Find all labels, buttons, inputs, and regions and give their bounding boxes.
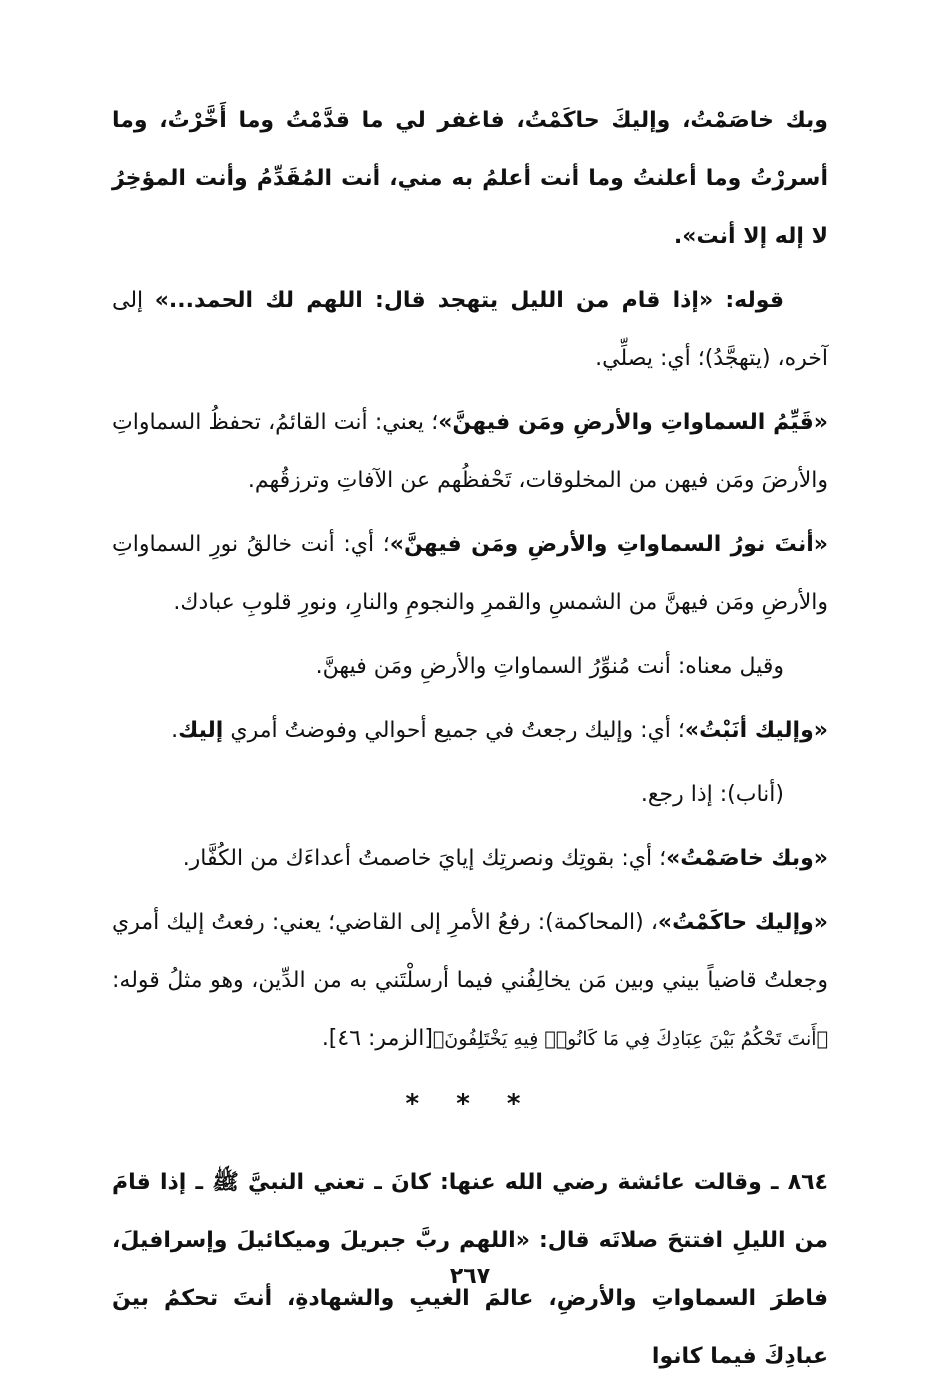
paragraph-commentary-qayyim (112, 394, 828, 510)
commentary-text: وقيل معناه: أنت مُنوِّرُ السماواتِ والأرضِ ومَن فيهنَّ. (315, 654, 784, 679)
quoted-phrase: «وإليك أنَبْتُ» (684, 718, 828, 743)
quoted-phrase: «قَيِّمُ السماواتِ والأرضِ ومَن فيهنَّ» (438, 410, 828, 435)
hadith-text: ٨٦٤ ـ وقالت عائشة رضي الله عنها: كانَ ـ تعني النبيَّ ﷺ ـ إذا قامَ من الليلِ افتتحَ صلاتَه قال: «اللهم ربَّ جبريلَ وميكائيلَ وإسرافيلَ، فاطرَ السماواتِ والأرضِ، عالمَ الغيبِ والشهادةِ، أنتَ تحكمُ بينَ عبادِكَ فيما كانوا (112, 1170, 828, 1369)
quran-verse: ﴿أَنتَ تَحْكُمُ بَيْنَ عِبَادِكَ فِي مَا كَانُوا۟ فِيهِ يَخْتَلِفُونَ﴾ (432, 1028, 828, 1050)
quoted-phrase: قوله: «إذا قام من الليل يتهجد قال: اللهم لك الحمد...» (154, 288, 784, 313)
commentary-text: إلى آخره، (يتهجَّدُ)؛ أي: يصلِّي. (112, 288, 828, 371)
section-separator: * * * (405, 1089, 535, 1119)
paragraph-commentary-anabtu (112, 702, 828, 760)
verse-reference: [الزمر: ٤٦]. (321, 1026, 433, 1051)
paragraph-commentary-nur (112, 516, 828, 632)
commentary-text: . (171, 718, 179, 743)
paragraph-commentary-hakamtu (112, 894, 828, 1068)
page-number: ٢٦٧ (449, 1264, 491, 1289)
commentary-text: ؛ يعني: أنت القائمُ، تحفظُ السماواتِ والأرضَ ومَن فيهن من المخلوقات، تَحْفظُهم عن الآفاتِ وترزقُهم. (112, 410, 828, 493)
book-page (112, 92, 828, 1369)
paragraph-hadith-ending (112, 92, 828, 266)
commentary-text: ؛ أي: وإليك رجعتُ في جميع أحوالي وفوضتُ أمري (223, 718, 685, 743)
commentary-text: ، (المحاكمة): رفعُ الأمرِ إلى القاضي؛ يعني: رفعتُ إليك أمري وجعلتُ قاضياً بيني وبين مَن يخالِفُني فيما أرسلْتَني به من الدِّين، وهو مثلُ قوله: (112, 910, 828, 993)
paragraph-commentary-munawwir (112, 638, 828, 696)
commentary-text: ؛ أي: أنت خالقُ نورِ السماواتِ والأرضِ ومَن فيهنَّ من الشمسِ والقمرِ والنجومِ والنارِ، ونورِ قلوبِ عبادك. (112, 532, 828, 615)
quoted-phrase: «وإليك حاكَمْتُ» (657, 910, 828, 935)
quoted-phrase: «وبك خاصَمْتُ» (666, 846, 828, 871)
commentary-text: ؛ أي: بقوتِك ونصرتِك إيايَ خاصمتُ أعداءَك من الكُفَّار. (182, 846, 667, 871)
paragraph-commentary-tahajjud (112, 272, 828, 388)
paragraph-commentary-anaba (112, 766, 828, 824)
hadith-text: وبك خاصَمْتُ، وإليكَ حاكَمْتُ، فاغفر لي ما قدَّمْتُ وما أَخَّرْتُ، وما أسررْتُ وما أعلنتُ وما أنت أعلمُ به مني، أنت المُقَدِّمُ وأنت المؤخِرُ لا إله إلا أنت». (112, 108, 828, 249)
paragraph-commentary-khasamtu (112, 830, 828, 888)
commentary-text: (أناب): إذا رجع. (640, 782, 784, 807)
quoted-phrase: «أنتَ نورُ السماواتِ والأرضِ ومَن فيهنَّ» (389, 532, 828, 557)
emphasized-word: إليك (178, 718, 224, 743)
